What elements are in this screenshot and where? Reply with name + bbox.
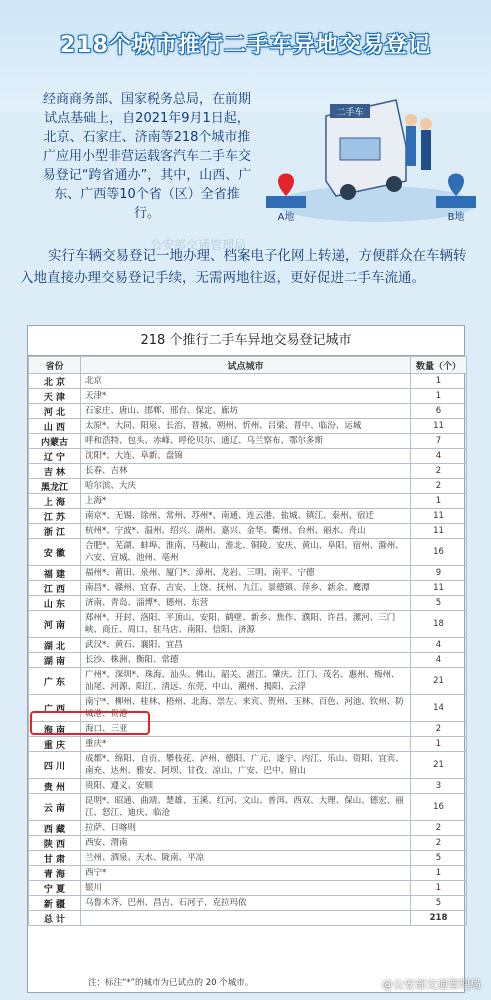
wheel — [340, 184, 356, 200]
truck-illustration — [256, 86, 478, 226]
table-row — [29, 464, 467, 479]
count-cell: 11 — [411, 509, 467, 524]
person-head — [420, 118, 432, 130]
header-count: 数量（个） — [411, 357, 467, 374]
count-cell: 21 — [411, 752, 467, 779]
table-body — [29, 374, 467, 926]
truck-window — [340, 138, 380, 160]
table-row — [29, 896, 467, 911]
wheel — [386, 176, 402, 192]
province-cell: 湖 南 — [29, 653, 81, 668]
count-cell: 1 — [411, 866, 467, 881]
cities-cell: 呼和浩特、包头、赤峰、呼伦贝尔、通辽、乌兰察布、鄂尔多斯 — [81, 434, 411, 449]
cities-cell: 天津* — [81, 389, 411, 404]
table-row — [29, 668, 467, 695]
count-cell: 4 — [411, 638, 467, 653]
cities-cell: 沈阳*、大连、阜新、盘锦 — [81, 449, 411, 464]
table-row — [29, 779, 467, 794]
city-table-card — [27, 325, 465, 993]
table-row — [29, 494, 467, 509]
count-cell: 2 — [411, 479, 467, 494]
cities-cell: 乌鲁木齐、巴州、昌吉、石河子、克拉玛依 — [81, 896, 411, 911]
count-cell: 16 — [411, 794, 467, 821]
cities-cell: 福州*、莆田、泉州、厦门*、漳州、龙岩、三明、南平、宁德 — [81, 566, 411, 581]
province-cell: 北 京 — [29, 374, 81, 389]
cities-cell: 西宁* — [81, 866, 411, 881]
table-row — [29, 434, 467, 449]
cities-cell: 重庆* — [81, 737, 411, 752]
cities-cell: 哈尔滨、大庆 — [81, 479, 411, 494]
count-cell: 1 — [411, 389, 467, 404]
count-cell: 9 — [411, 566, 467, 581]
count-cell: 1 — [411, 881, 467, 896]
province-cell: 山 东 — [29, 596, 81, 611]
province-cell: 青 海 — [29, 866, 81, 881]
province-cell: 浙 江 — [29, 524, 81, 539]
cities-cell: 西安、渭南 — [81, 836, 411, 851]
watermark-corner: @公安部交通管理局 — [382, 978, 481, 991]
cities-cell: 银川 — [81, 881, 411, 896]
count-cell: 2 — [411, 464, 467, 479]
table-row — [29, 881, 467, 896]
cities-cell: 合肥*、芜湖、蚌埠、淮南、马鞍山、淮北、铜陵、安庆、黄山、阜阳、宿州、滁州、六安、宣城、池州、亳州 — [81, 539, 411, 566]
cities-cell: 拉萨、日喀则 — [81, 821, 411, 836]
count-cell: 14 — [411, 695, 467, 722]
province-cell: 海 南 — [29, 722, 81, 737]
table-row — [29, 524, 467, 539]
count-cell: 7 — [411, 434, 467, 449]
table-row — [29, 539, 467, 566]
province-cell: 内蒙古 — [29, 434, 81, 449]
province-cell: 安 徽 — [29, 539, 81, 566]
person — [421, 130, 431, 170]
count-cell: 18 — [411, 611, 467, 638]
cities-cell: 南昌*、赣州、宜春、吉安、上饶、抚州、九江、景德镇、萍乡、新余、鹰潭 — [81, 581, 411, 596]
province-cell: 河 北 — [29, 404, 81, 419]
table-row — [29, 611, 467, 638]
table-row — [29, 794, 467, 821]
cities-cell: 海口、三亚 — [81, 722, 411, 737]
province-cell: 广 东 — [29, 668, 81, 695]
cities-cell: 南京*、无锡、徐州、常州、苏州*、南通、连云港、盐城、镇江、泰州、宿迁 — [81, 509, 411, 524]
cities-cell: 武汉*、黄石、襄阳、宜昌 — [81, 638, 411, 653]
cities-cell: 兰州、酒泉、天水、陇南、平凉 — [81, 851, 411, 866]
cities-cell: 上海* — [81, 494, 411, 509]
count-cell: 1 — [411, 737, 467, 752]
count-cell: 3 — [411, 779, 467, 794]
total-spacer — [81, 911, 411, 926]
cities-cell: 北京 — [81, 374, 411, 389]
table-row — [29, 866, 467, 881]
province-cell: 贵 州 — [29, 779, 81, 794]
location-a-label: A地 — [277, 212, 295, 223]
count-cell: 16 — [411, 539, 467, 566]
province-cell: 云 南 — [29, 794, 81, 821]
count-cell: 1 — [411, 374, 467, 389]
page-title: 218个城市推行二手车异地交易登记 — [60, 33, 431, 58]
table-total-row — [29, 911, 467, 926]
table-header-row — [29, 357, 467, 374]
watermark-center: 公安部交通管理局 — [150, 238, 247, 252]
province-cell: 四 川 — [29, 752, 81, 779]
table-row — [29, 566, 467, 581]
province-cell: 江 苏 — [29, 509, 81, 524]
province-cell: 陕 西 — [29, 836, 81, 851]
cities-cell: 长沙、株洲、衡阳、常德 — [81, 653, 411, 668]
table-row — [29, 419, 467, 434]
table-row — [29, 581, 467, 596]
count-cell: 5 — [411, 896, 467, 911]
total-label: 总 计 — [29, 911, 81, 926]
table-title: 218 个推行二手车异地交易登记城市 — [28, 326, 464, 356]
table-row — [29, 389, 467, 404]
count-cell: 11 — [411, 419, 467, 434]
total-count: 218 — [411, 911, 467, 926]
province-cell: 辽 宁 — [29, 449, 81, 464]
province-cell: 西 藏 — [29, 821, 81, 836]
table-row — [29, 509, 467, 524]
cities-cell: 郑州*、开封、洛阳、平顶山、安阳、鹤壁、新乡、焦作、濮阳、许昌、漯河、三门峡、商丘、周口、驻马店、南阳、信阳、济源 — [81, 611, 411, 638]
table-row — [29, 752, 467, 779]
cities-cell: 昆明*、昭通、曲靖、楚雄、玉溪、红河、文山、普洱、西双、大理、保山、德宏、丽江、怒江、迪庆、临沧 — [81, 794, 411, 821]
table-row — [29, 737, 467, 752]
city-table — [28, 356, 467, 926]
count-cell: 11 — [411, 524, 467, 539]
truck-sign-label: 二手车 — [336, 108, 364, 118]
location-a-icon — [278, 174, 294, 197]
cities-cell: 太原*、大同、阳泉、长治、晋城、朔州、忻州、吕梁、晋中、临汾、运城 — [81, 419, 411, 434]
count-cell: 1 — [411, 494, 467, 509]
count-cell: 21 — [411, 668, 467, 695]
province-cell: 天 津 — [29, 389, 81, 404]
table-row — [29, 374, 467, 389]
intro-text: 经商商务部、国家税务总局，在前期试点基础上，自2021年9月1日起，北京、石家庄、济南等218个城市推广应用小型非营运载客汽车二手车交易登记“跨省通办”，其中，山西、广东、广西等10个省（区）全省推行。 — [42, 92, 252, 221]
province-cell: 江 西 — [29, 581, 81, 596]
province-cell: 广 西 — [29, 695, 81, 722]
province-cell: 上 海 — [29, 494, 81, 509]
table-row — [29, 638, 467, 653]
province-cell: 宁 夏 — [29, 881, 81, 896]
count-cell: 2 — [411, 821, 467, 836]
count-cell: 6 — [411, 404, 467, 419]
hainan-highlight-box — [30, 711, 150, 735]
cities-cell: 南宁*、柳州、桂林、梧州、北海、崇左、来宾、贺州、玉林、百色、河池、钦州、防城港、贵港 — [81, 695, 411, 722]
table-row — [29, 653, 467, 668]
province-cell: 黑龙江 — [29, 479, 81, 494]
province-cell: 新 疆 — [29, 896, 81, 911]
cities-cell: 贵阳、遵义、安顺 — [81, 779, 411, 794]
table-row — [29, 851, 467, 866]
count-cell: 2 — [411, 836, 467, 851]
cities-cell: 杭州*、宁波*、温州、绍兴、湖州、嘉兴、金华、衢州、台州、丽水、舟山 — [81, 524, 411, 539]
table-row — [29, 449, 467, 464]
province-cell: 重 庆 — [29, 737, 81, 752]
count-cell: 5 — [411, 851, 467, 866]
table-note: 注：标注“*”的城市为已试点的 20 个城市。 — [88, 978, 254, 988]
province-cell: 吉 林 — [29, 464, 81, 479]
location-a-pad — [266, 196, 306, 208]
cities-cell: 成都*、绵阳、自贡、攀枝花、泸州、德阳、广元、遂宁、内江、乐山、资阳、宜宾、南充、达州、雅安、阿坝、甘孜、凉山、广安、巴中、眉山 — [81, 752, 411, 779]
header-cities: 试点城市 — [81, 357, 411, 374]
count-cell: 2 — [411, 722, 467, 737]
count-cell: 11 — [411, 581, 467, 596]
cities-cell: 石家庄、唐山、邯郸、邢台、保定、廊坊 — [81, 404, 411, 419]
count-cell: 4 — [411, 653, 467, 668]
cities-cell: 长春、吉林 — [81, 464, 411, 479]
location-b-pad — [436, 196, 476, 208]
description-paragraph: 实行车辆交易登记一地办理、档案电子化网上转递，方便群众在车辆转入地直接办理交易登记手续，无需两地往返，更好促进二手车流通。 — [20, 248, 467, 286]
person — [406, 126, 416, 166]
cities-cell: 济南、青岛、淄博*、德州、东营 — [81, 596, 411, 611]
province-cell: 福 建 — [29, 566, 81, 581]
province-cell: 山 西 — [29, 419, 81, 434]
table-row — [29, 479, 467, 494]
cities-cell: 广州*、深圳*、珠海、汕头、佛山、韶关、湛江、肇庆、江门、茂名、惠州、梅州、汕尾、河源、阳江、清远、东莞、中山、潮州、揭阳、云浮 — [81, 668, 411, 695]
count-cell: 5 — [411, 596, 467, 611]
table-row — [29, 404, 467, 419]
table-row — [29, 821, 467, 836]
province-cell: 河 南 — [29, 611, 81, 638]
location-b-label: B地 — [447, 212, 465, 223]
province-cell: 甘 肃 — [29, 851, 81, 866]
person-head — [405, 114, 417, 126]
table-row — [29, 836, 467, 851]
count-cell: 4 — [411, 449, 467, 464]
table-row — [29, 596, 467, 611]
province-cell: 湖 北 — [29, 638, 81, 653]
header-province: 省份 — [29, 357, 81, 374]
